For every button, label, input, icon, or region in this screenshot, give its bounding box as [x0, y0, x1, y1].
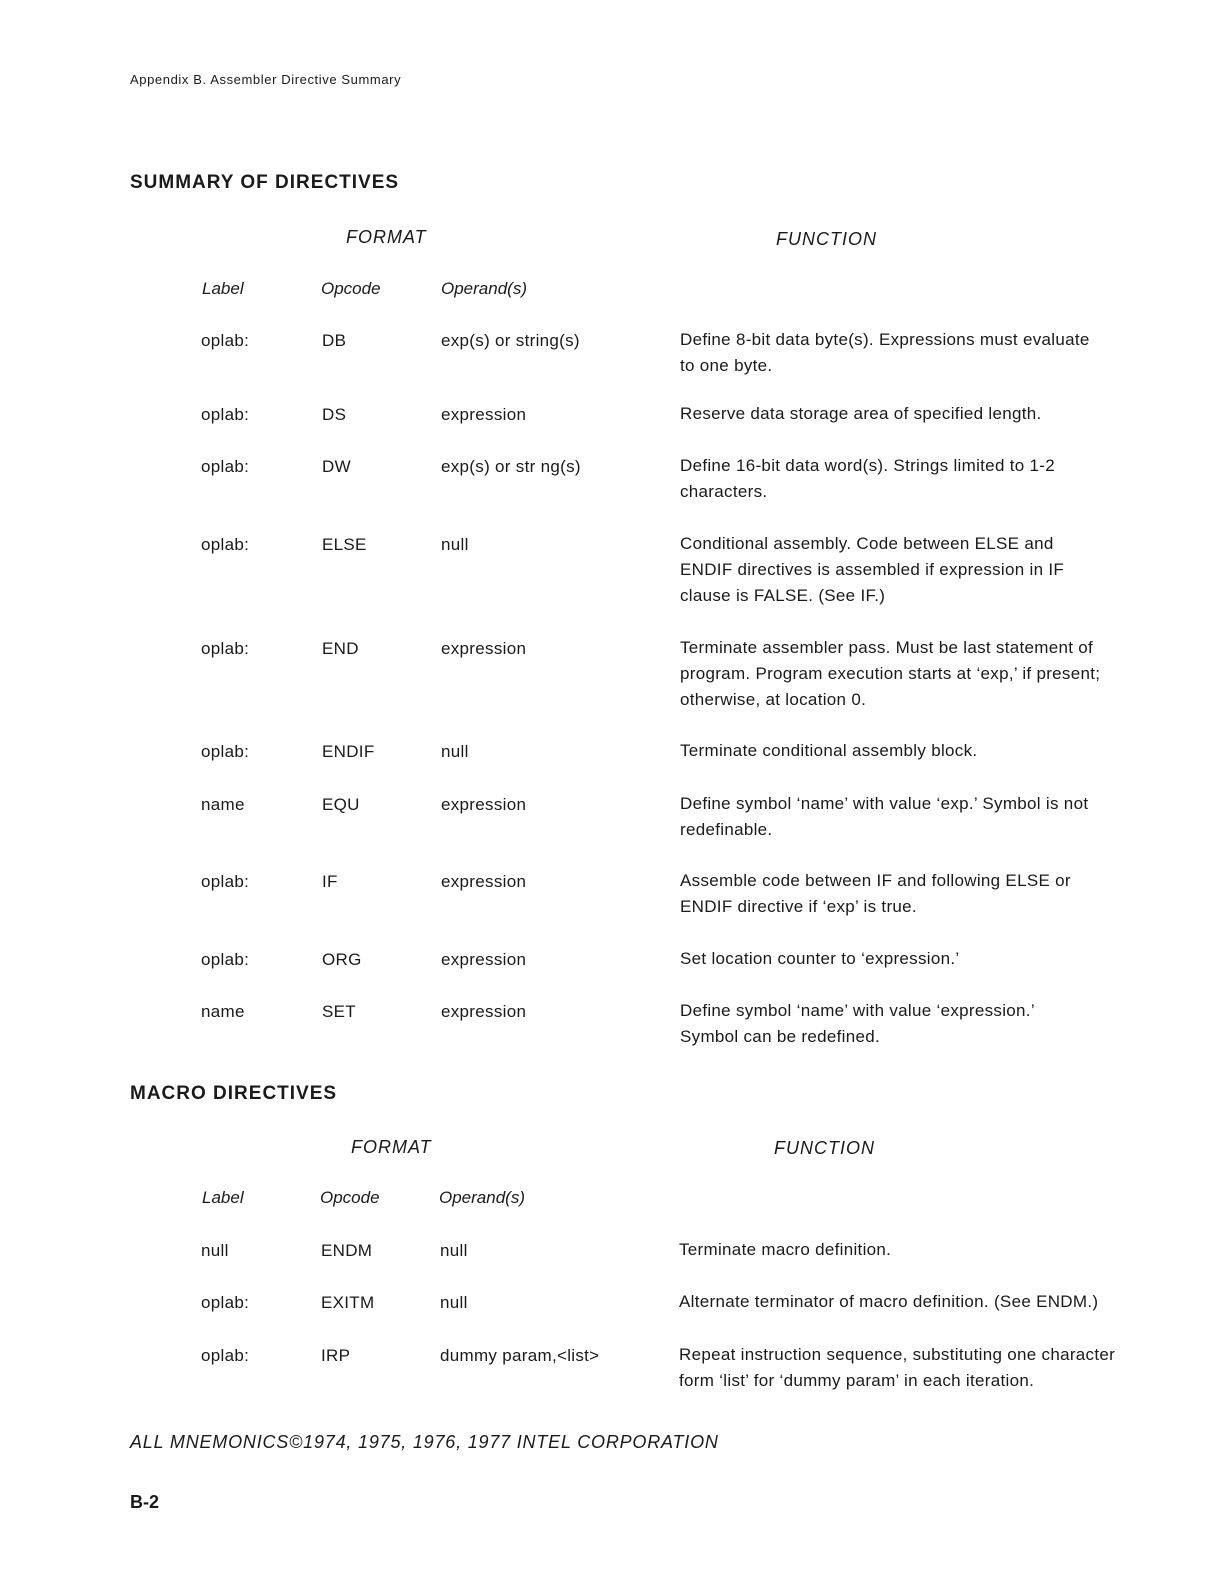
- macro-operand-column-header: Operand(s): [439, 1188, 525, 1207]
- function-line: Reserve data storage area of specified length.: [680, 404, 1042, 423]
- row-opcode: ORG: [322, 950, 362, 969]
- row-opcode: ENDIF: [322, 742, 375, 761]
- function-line: characters.: [680, 482, 768, 501]
- row-function: [680, 531, 1140, 609]
- function-line: Set location counter to ‘expression.’: [680, 949, 960, 968]
- row-opcode: DS: [322, 405, 347, 424]
- row-label: oplab:: [201, 950, 250, 969]
- summary-opcode-column-header: Opcode: [321, 279, 381, 298]
- macro-function-header: FUNCTION: [774, 1138, 875, 1158]
- row-label: oplab:: [201, 872, 250, 891]
- row-label: oplab:: [201, 457, 250, 476]
- macro-label-column-header: Label: [202, 1188, 244, 1207]
- row-function: [679, 1237, 1139, 1263]
- function-line: Define 16-bit data word(s). Strings limited to 1-2: [680, 456, 1055, 475]
- function-line: redefinable.: [680, 820, 773, 839]
- row-function: [680, 453, 1140, 505]
- function-line: form ‘list’ for ‘dummy param’ in each iteration.: [679, 1371, 1035, 1390]
- row-opcode: DB: [322, 331, 347, 350]
- row-label: name: [201, 795, 245, 814]
- function-line: Repeat instruction sequence, substituting one character: [679, 1345, 1116, 1364]
- row-label: oplab:: [201, 1346, 250, 1365]
- function-line: clause is FALSE. (See IF.): [680, 586, 886, 605]
- function-line: Terminate assembler pass. Must be last statement of: [680, 638, 1094, 657]
- row-function: [679, 1342, 1139, 1394]
- row-operand: expression: [441, 795, 527, 814]
- row-label: oplab:: [201, 535, 250, 554]
- function-line: Conditional assembly. Code between ELSE and: [680, 534, 1054, 553]
- row-operand: exp(s) or string(s): [441, 331, 580, 350]
- function-line: Define symbol ‘name’ with value ‘exp.’ Symbol is not: [680, 794, 1089, 813]
- function-line: to one byte.: [680, 356, 773, 375]
- row-function: [680, 998, 1140, 1050]
- function-line: otherwise, at location 0.: [680, 690, 867, 709]
- row-label: oplab:: [201, 742, 250, 761]
- row-opcode: IRP: [321, 1346, 351, 1365]
- function-line: Terminate conditional assembly block.: [680, 741, 978, 760]
- page-number: B-2: [130, 1492, 160, 1512]
- row-opcode: END: [322, 639, 359, 658]
- row-operand: expression: [441, 639, 527, 658]
- row-function: [680, 791, 1140, 843]
- function-line: ENDIF directive if ‘exp’ is true.: [680, 897, 917, 916]
- row-operand: null: [441, 535, 469, 554]
- row-label: name: [201, 1002, 245, 1021]
- row-opcode: SET: [322, 1002, 356, 1021]
- running-header: Appendix B. Assembler Directive Summary: [130, 72, 402, 87]
- row-opcode: IF: [322, 872, 338, 891]
- row-opcode: ENDM: [321, 1241, 373, 1260]
- function-line: Alternate terminator of macro definition. (See ENDM.): [679, 1292, 1099, 1311]
- row-opcode: ELSE: [322, 535, 367, 554]
- row-operand: dummy param,<list>: [440, 1346, 600, 1365]
- summary-label-column-header: Label: [202, 279, 244, 298]
- function-line: Terminate macro definition.: [679, 1240, 892, 1259]
- row-label: oplab:: [201, 639, 250, 658]
- function-line: Symbol can be redefined.: [680, 1027, 880, 1046]
- row-function: [680, 635, 1140, 713]
- row-opcode: EXITM: [321, 1293, 375, 1312]
- copyright-footer: ALL MNEMONICS©1974, 1975, 1976, 1977 INTEL CORPORATION: [130, 1432, 719, 1452]
- row-function: [679, 1289, 1139, 1315]
- function-line: ENDIF directives is assembled if expression in IF: [680, 560, 1065, 579]
- row-function: [680, 868, 1140, 920]
- summary-title: SUMMARY OF DIRECTIVES: [130, 172, 400, 193]
- function-line: program. Program execution starts at ‘exp,’ if present;: [680, 664, 1101, 683]
- row-operand: null: [440, 1241, 468, 1260]
- row-operand: expression: [441, 872, 527, 891]
- row-operand: expression: [441, 950, 527, 969]
- row-function: [680, 946, 1140, 972]
- row-function: [680, 738, 1140, 764]
- row-label: null: [201, 1241, 229, 1260]
- row-operand: exp(s) or str ng(s): [441, 457, 581, 476]
- row-operand: null: [441, 742, 469, 761]
- row-operand: null: [440, 1293, 468, 1312]
- row-label: oplab:: [201, 331, 250, 350]
- row-function: [680, 401, 1140, 427]
- summary-format-header: FORMAT: [346, 227, 427, 247]
- row-operand: expression: [441, 405, 527, 424]
- row-operand: expression: [441, 1002, 527, 1021]
- macro-title: MACRO DIRECTIVES: [130, 1083, 338, 1104]
- function-line: Assemble code between IF and following ELSE or: [680, 871, 1071, 890]
- macro-opcode-column-header: Opcode: [320, 1188, 380, 1207]
- row-function: [680, 327, 1140, 379]
- row-label: oplab:: [201, 1293, 250, 1312]
- summary-operand-column-header: Operand(s): [441, 279, 527, 298]
- row-opcode: EQU: [322, 795, 360, 814]
- row-label: oplab:: [201, 405, 250, 424]
- macro-format-header: FORMAT: [351, 1137, 432, 1157]
- summary-function-header: FUNCTION: [776, 229, 877, 249]
- row-opcode: DW: [322, 457, 351, 476]
- function-line: Define symbol ‘name’ with value ‘expression.’: [680, 1001, 1035, 1020]
- function-line: Define 8-bit data byte(s). Expressions must evaluate: [680, 330, 1090, 349]
